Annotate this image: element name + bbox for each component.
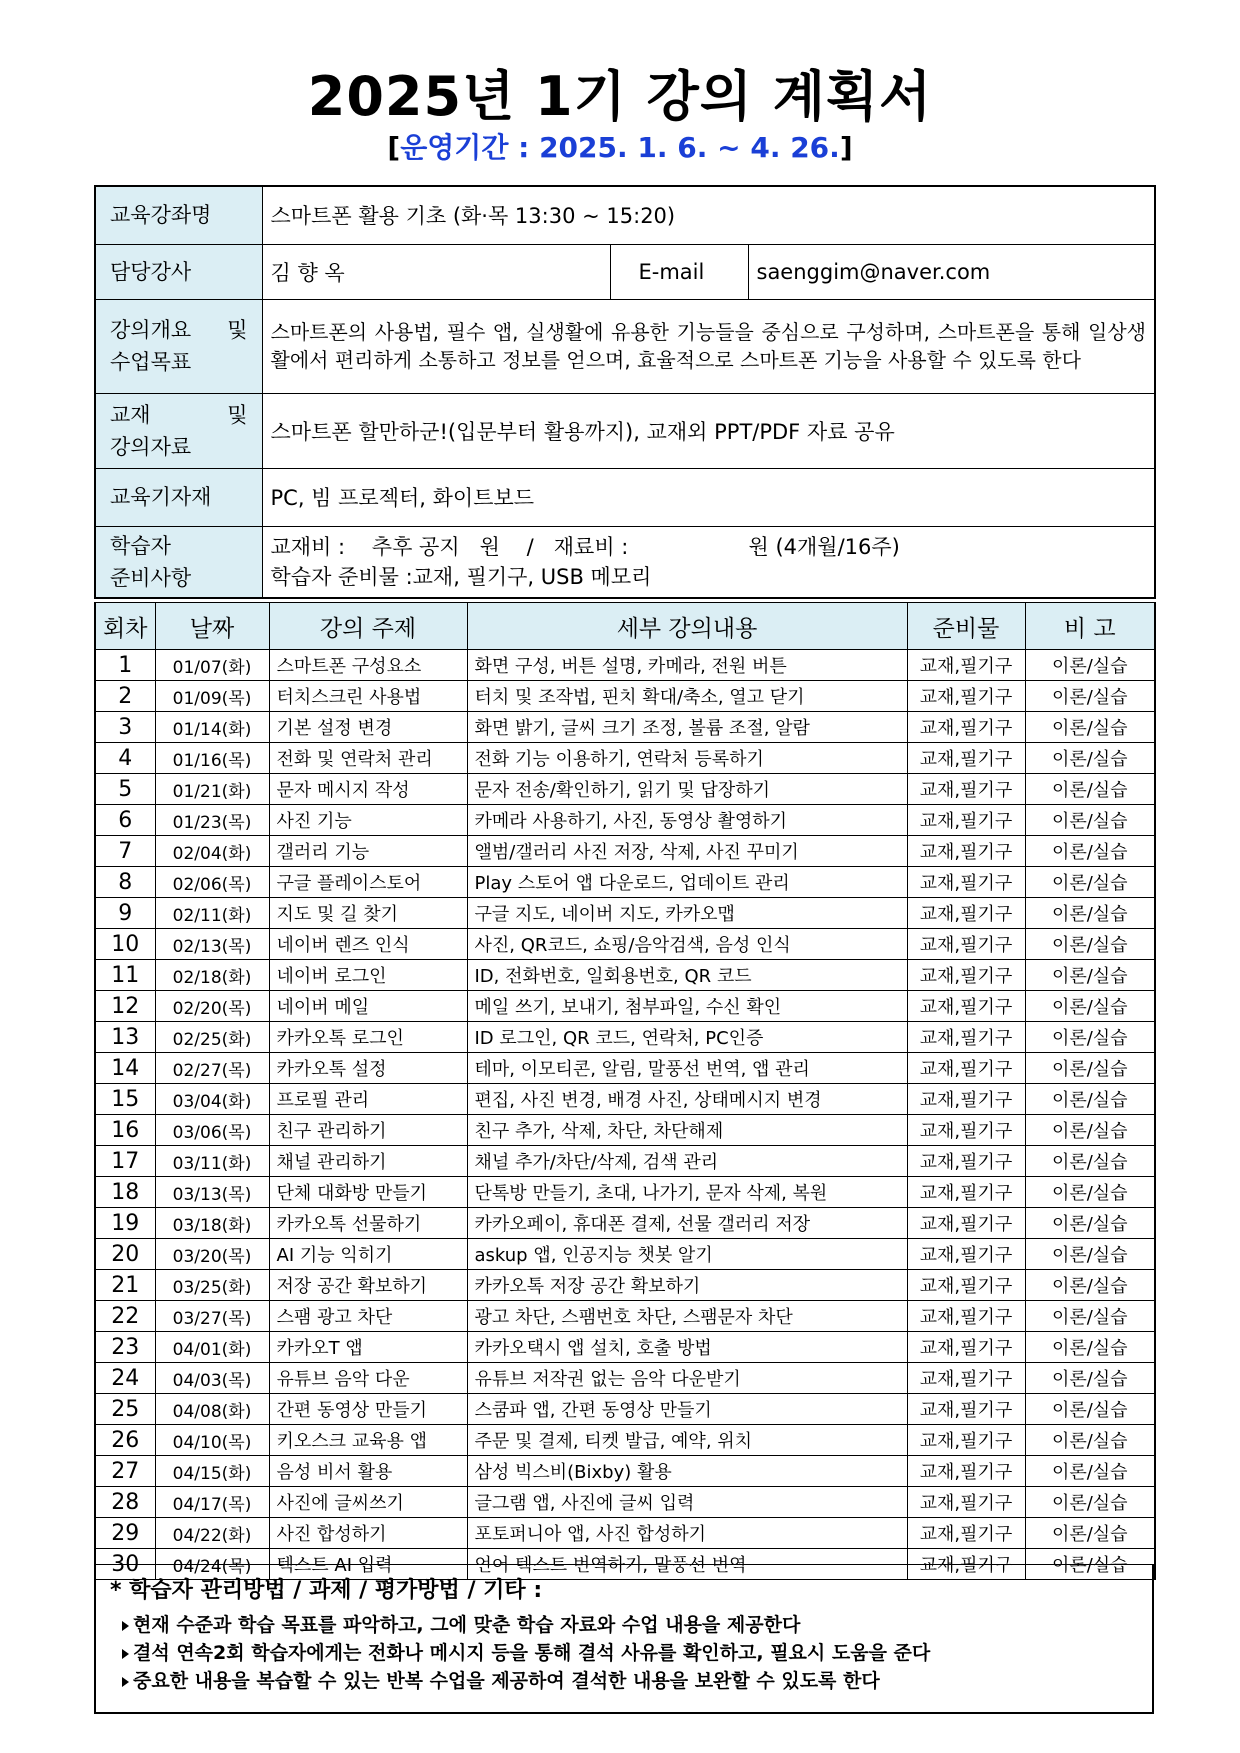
remarks: 이론/실습: [1025, 1549, 1155, 1580]
supplies: 교재,필기구: [907, 898, 1025, 929]
supplies: 교재,필기구: [907, 712, 1025, 743]
operation-period-text: 운영기간 : 2025. 1. 6. ~ 4. 26.: [400, 131, 840, 164]
session-date: 03/11(화): [155, 1146, 269, 1177]
session-date: 02/25(화): [155, 1022, 269, 1053]
session-date: 01/09(목): [155, 681, 269, 712]
remarks: 이론/실습: [1025, 1456, 1155, 1487]
prep-fee-line: 교재비 : 추후 공지 원 / 재료비 : 원 (4개월/16주): [270, 534, 900, 559]
schedule-row: [95, 1239, 1155, 1270]
session-number: 6: [95, 805, 155, 836]
remarks: 이론/실습: [1025, 1115, 1155, 1146]
lecture-details: 언어 텍스트 번역하기, 말풍선 번역: [467, 1549, 907, 1580]
lecture-details: 문자 전송/확인하기, 읽기 및 답장하기: [467, 774, 907, 805]
session-date: 03/13(목): [155, 1177, 269, 1208]
instructor-value: 김 향 옥: [262, 244, 610, 299]
remarks: 이론/실습: [1025, 991, 1155, 1022]
overview-label-line1: 강의개요 및: [110, 318, 248, 342]
session-date: 02/27(목): [155, 1053, 269, 1084]
lecture-topic: 카카오톡 설정: [269, 1053, 467, 1084]
lecture-details: 화면 구성, 버튼 설명, 카메라, 전원 버튼: [467, 650, 907, 681]
supplies: 교재,필기구: [907, 836, 1025, 867]
header-date: 날짜: [155, 603, 269, 650]
session-number: 5: [95, 774, 155, 805]
schedule-row: [95, 991, 1155, 1022]
session-number: 26: [95, 1425, 155, 1456]
lecture-topic: 유튜브 음악 다운: [269, 1363, 467, 1394]
supplies: 교재,필기구: [907, 1301, 1025, 1332]
supplies: 교재,필기구: [907, 1239, 1025, 1270]
schedule-row: [95, 1301, 1155, 1332]
schedule-row: [95, 1332, 1155, 1363]
overview-value: 스마트폰의 사용법, 필수 앱, 실생활에 유용한 기능들을 중심으로 구성하며, 스마트폰을 통해 일상생활에서 편리하게 소통하고 정보를 얻으며, 효율적으로 스마트폰 기능을 사용할 수 있도록 한다: [262, 299, 1155, 393]
lecture-details: 카카오페이, 휴대폰 결제, 선물 갤러리 저장: [467, 1208, 907, 1239]
remarks: 이론/실습: [1025, 1270, 1155, 1301]
session-date: 01/14(화): [155, 712, 269, 743]
lecture-details: 포토퍼니아 앱, 사진 합성하기: [467, 1518, 907, 1549]
schedule-row: [95, 836, 1155, 867]
session-number: 11: [95, 960, 155, 991]
session-number: 10: [95, 929, 155, 960]
session-date: 02/11(화): [155, 898, 269, 929]
session-number: 21: [95, 1270, 155, 1301]
session-date: 04/08(화): [155, 1394, 269, 1425]
session-number: 20: [95, 1239, 155, 1270]
supplies: 교재,필기구: [907, 991, 1025, 1022]
lecture-topic: 카카오톡 로그인: [269, 1022, 467, 1053]
supplies: 교재,필기구: [907, 867, 1025, 898]
prep-value: [262, 526, 1155, 598]
schedule-row: [95, 1487, 1155, 1518]
session-date: 03/20(목): [155, 1239, 269, 1270]
header-session: 회차: [95, 603, 155, 650]
remarks: 이론/실습: [1025, 1146, 1155, 1177]
lecture-topic: 지도 및 길 찾기: [269, 898, 467, 929]
lecture-details: 친구 추가, 삭제, 차단, 차단해제: [467, 1115, 907, 1146]
notes-heading: * 학습자 관리방법 / 과제 / 평가방법 / 기타 :: [110, 1578, 543, 1603]
lecture-topic: 갤러리 기능: [269, 836, 467, 867]
supplies: 교재,필기구: [907, 1115, 1025, 1146]
supplies: 교재,필기구: [907, 1394, 1025, 1425]
session-date: 02/13(목): [155, 929, 269, 960]
session-number: 27: [95, 1456, 155, 1487]
note-item: [122, 1611, 1152, 1639]
lecture-details: 카카오택시 앱 설치, 호출 방법: [467, 1332, 907, 1363]
session-number: 30: [95, 1549, 155, 1580]
lecture-topic: AI 기능 익히기: [269, 1239, 467, 1270]
overview-label: [95, 299, 262, 393]
remarks: 이론/실습: [1025, 1487, 1155, 1518]
schedule-row: [95, 681, 1155, 712]
session-number: 2: [95, 681, 155, 712]
session-date: 04/01(화): [155, 1332, 269, 1363]
prep-row: [95, 526, 1155, 598]
session-number: 13: [95, 1022, 155, 1053]
supplies: 교재,필기구: [907, 805, 1025, 836]
supplies: 교재,필기구: [907, 681, 1025, 712]
schedule-header-row: [95, 603, 1155, 650]
session-date: 03/18(화): [155, 1208, 269, 1239]
equipment-value: PC, 빔 프로젝터, 화이트보드: [262, 468, 1155, 526]
bracket-open: [: [387, 131, 401, 164]
lecture-details: 테마, 이모티콘, 알림, 말풍선 번역, 앱 관리: [467, 1053, 907, 1084]
note-text: 결석 연속2회 학습자에게는 전화나 메시지 등을 통해 결석 사유를 확인하고, 필요시 도움을 준다: [133, 1642, 931, 1664]
session-number: 3: [95, 712, 155, 743]
session-date: 04/24(목): [155, 1549, 269, 1580]
lecture-topic: 카카오톡 선물하기: [269, 1208, 467, 1239]
remarks: 이론/실습: [1025, 1084, 1155, 1115]
lecture-details: ID, 전화번호, 일회용번호, QR 코드: [467, 960, 907, 991]
schedule-body: [95, 650, 1155, 1580]
session-date: 03/04(화): [155, 1084, 269, 1115]
session-date: 02/20(목): [155, 991, 269, 1022]
remarks: 이론/실습: [1025, 681, 1155, 712]
lecture-topic: 프로필 관리: [269, 1084, 467, 1115]
lecture-details: 편집, 사진 변경, 배경 사진, 상태메시지 변경: [467, 1084, 907, 1115]
supplies: 교재,필기구: [907, 1487, 1025, 1518]
remarks: 이론/실습: [1025, 1022, 1155, 1053]
lecture-details: 채널 추가/차단/삭제, 검색 관리: [467, 1146, 907, 1177]
session-date: 03/06(목): [155, 1115, 269, 1146]
prep-supplies-line: 학습자 준비물 :교재, 필기구, USB 메모리: [270, 564, 652, 589]
remarks: 이론/실습: [1025, 650, 1155, 681]
lecture-topic: 단체 대화방 만들기: [269, 1177, 467, 1208]
remarks: 이론/실습: [1025, 1208, 1155, 1239]
schedule-row: [95, 1518, 1155, 1549]
supplies: 교재,필기구: [907, 1425, 1025, 1456]
session-number: 9: [95, 898, 155, 929]
session-number: 22: [95, 1301, 155, 1332]
session-number: 12: [95, 991, 155, 1022]
schedule-row: [95, 774, 1155, 805]
session-date: 02/04(화): [155, 836, 269, 867]
supplies: 교재,필기구: [907, 1208, 1025, 1239]
schedule-row: [95, 1146, 1155, 1177]
session-number: 4: [95, 743, 155, 774]
lecture-topic: 텍스트 AI 입력: [269, 1549, 467, 1580]
operation-period: [0, 128, 1240, 168]
materials-value: 스마트폰 할만하군!(입문부터 활용까지), 교재외 PPT/PDF 자료 공유: [262, 393, 1155, 468]
lecture-topic: 카카오T 앱: [269, 1332, 467, 1363]
lecture-topic: 네이버 로그인: [269, 960, 467, 991]
session-date: 01/21(화): [155, 774, 269, 805]
note-text: 현재 수준과 학습 목표를 파악하고, 그에 맞춘 학습 자료와 수업 내용을 제공한다: [133, 1614, 801, 1636]
lecture-topic: 네이버 메일: [269, 991, 467, 1022]
lecture-details: 삼성 빅스비(Bixby) 활용: [467, 1456, 907, 1487]
lecture-details: 광고 차단, 스팸번호 차단, 스팸문자 차단: [467, 1301, 907, 1332]
triangle-bullet-icon: [122, 1621, 129, 1631]
note-item: [122, 1667, 1152, 1695]
prep-label: [95, 526, 262, 598]
session-date: 01/23(목): [155, 805, 269, 836]
materials-label-line2: 강의자료: [110, 434, 192, 459]
lecture-details: 글그램 앱, 사진에 글씨 입력: [467, 1487, 907, 1518]
schedule-row: [95, 743, 1155, 774]
schedule-row: [95, 1363, 1155, 1394]
lecture-details: 스쿰파 앱, 간편 동영상 만들기: [467, 1394, 907, 1425]
session-date: 04/22(화): [155, 1518, 269, 1549]
header-supplies: 준비물: [907, 603, 1025, 650]
lecture-topic: 구글 플레이스토어: [269, 867, 467, 898]
schedule-row: [95, 898, 1155, 929]
remarks: 이론/실습: [1025, 712, 1155, 743]
supplies: 교재,필기구: [907, 743, 1025, 774]
equipment-row: [95, 468, 1155, 526]
session-date: 03/27(목): [155, 1301, 269, 1332]
prep-label-line2: 준비사항: [110, 565, 192, 590]
page-title: 2025년 1기 강의 계획서: [307, 65, 933, 128]
session-number: 25: [95, 1394, 155, 1425]
equipment-label: 교육기자재: [95, 468, 262, 526]
lecture-topic: 문자 메시지 작성: [269, 774, 467, 805]
supplies: 교재,필기구: [907, 1518, 1025, 1549]
remarks: 이론/실습: [1025, 743, 1155, 774]
remarks: 이론/실습: [1025, 867, 1155, 898]
course-value: 스마트폰 활용 기초 (화·목 13:30 ~ 15:20): [262, 186, 1155, 244]
lecture-details: askup 앱, 인공지능 챗봇 알기: [467, 1239, 907, 1270]
session-date: 04/03(목): [155, 1363, 269, 1394]
bracket-close: ]: [839, 131, 853, 164]
supplies: 교재,필기구: [907, 650, 1025, 681]
schedule-row: [95, 960, 1155, 991]
lecture-details: 주문 및 결제, 티켓 발급, 예약, 위치: [467, 1425, 907, 1456]
prep-label-line1: 학습자: [110, 533, 171, 558]
lecture-details: 단톡방 만들기, 초대, 나가기, 문자 삭제, 복원: [467, 1177, 907, 1208]
session-number: 16: [95, 1115, 155, 1146]
lecture-details: 구글 지도, 네이버 지도, 카카오맵: [467, 898, 907, 929]
note-item: [122, 1639, 1152, 1667]
session-number: 28: [95, 1487, 155, 1518]
overview-label-line2: 수업목표: [110, 350, 192, 374]
lecture-topic: 네이버 렌즈 인식: [269, 929, 467, 960]
lecture-topic: 스팸 광고 차단: [269, 1301, 467, 1332]
remarks: 이론/실습: [1025, 1053, 1155, 1084]
remarks: 이론/실습: [1025, 1177, 1155, 1208]
course-row: [95, 186, 1155, 244]
instructor-row: [95, 244, 1155, 299]
lecture-topic: 키오스크 교육용 앱: [269, 1425, 467, 1456]
lecture-topic: 사진 합성하기: [269, 1518, 467, 1549]
overview-row: [95, 299, 1155, 393]
triangle-bullet-icon: [122, 1649, 129, 1659]
lecture-details: ID 로그인, QR 코드, 연락처, PC인증: [467, 1022, 907, 1053]
lecture-topic: 전화 및 연락처 관리: [269, 743, 467, 774]
schedule-row: [95, 1208, 1155, 1239]
remarks: 이론/실습: [1025, 1363, 1155, 1394]
schedule-row: [95, 1022, 1155, 1053]
session-date: 01/16(목): [155, 743, 269, 774]
lecture-details: 터치 및 조작법, 핀치 확대/축소, 열고 닫기: [467, 681, 907, 712]
triangle-bullet-icon: [122, 1677, 129, 1687]
session-date: 04/15(화): [155, 1456, 269, 1487]
materials-label: [95, 393, 262, 468]
materials-label-line1: 교재 및: [110, 402, 248, 427]
session-number: 19: [95, 1208, 155, 1239]
email-label: E-mail: [610, 244, 748, 299]
schedule-row: [95, 1177, 1155, 1208]
supplies: 교재,필기구: [907, 1084, 1025, 1115]
lecture-details: Play 스토어 앱 다운로드, 업데이트 관리: [467, 867, 907, 898]
schedule-row: [95, 1053, 1155, 1084]
lecture-details: 유튜브 저작권 없는 음악 다운받기: [467, 1363, 907, 1394]
remarks: 이론/실습: [1025, 805, 1155, 836]
schedule-row: [95, 712, 1155, 743]
schedule-row: [95, 1425, 1155, 1456]
supplies: 교재,필기구: [907, 1022, 1025, 1053]
schedule-row: [95, 1456, 1155, 1487]
header-details: 세부 강의내용: [467, 603, 907, 650]
remarks: 이론/실습: [1025, 1332, 1155, 1363]
notes-section: [94, 1564, 1154, 1714]
lecture-topic: 간편 동영상 만들기: [269, 1394, 467, 1425]
supplies: 교재,필기구: [907, 960, 1025, 991]
session-number: 23: [95, 1332, 155, 1363]
remarks: 이론/실습: [1025, 1394, 1155, 1425]
remarks: 이론/실습: [1025, 774, 1155, 805]
session-number: 1: [95, 650, 155, 681]
supplies: 교재,필기구: [907, 1363, 1025, 1394]
schedule-row: [95, 1084, 1155, 1115]
supplies: 교재,필기구: [907, 1549, 1025, 1580]
header-topic: 강의 주제: [269, 603, 467, 650]
schedule-row: [95, 1394, 1155, 1425]
session-number: 17: [95, 1146, 155, 1177]
session-date: 04/17(목): [155, 1487, 269, 1518]
email-value: saenggim@naver.com: [748, 244, 1155, 299]
session-number: 8: [95, 867, 155, 898]
course-info-table: [94, 185, 1156, 599]
session-number: 15: [95, 1084, 155, 1115]
remarks: 이론/실습: [1025, 1518, 1155, 1549]
session-number: 7: [95, 836, 155, 867]
course-label: 교육강좌명: [95, 186, 262, 244]
supplies: 교재,필기구: [907, 1053, 1025, 1084]
session-date: 01/07(화): [155, 650, 269, 681]
session-date: 04/10(목): [155, 1425, 269, 1456]
lecture-details: 사진, QR코드, 쇼핑/음악검색, 음성 인식: [467, 929, 907, 960]
remarks: 이론/실습: [1025, 898, 1155, 929]
lecture-topic: 사진에 글씨쓰기: [269, 1487, 467, 1518]
lecture-details: 전화 기능 이용하기, 연락처 등록하기: [467, 743, 907, 774]
lecture-details: 앨범/갤러리 사진 저장, 삭제, 사진 꾸미기: [467, 836, 907, 867]
remarks: 이론/실습: [1025, 1301, 1155, 1332]
schedule-row: [95, 867, 1155, 898]
remarks: 이론/실습: [1025, 836, 1155, 867]
session-number: 24: [95, 1363, 155, 1394]
session-number: 18: [95, 1177, 155, 1208]
lecture-topic: 음성 비서 활용: [269, 1456, 467, 1487]
session-date: 02/18(화): [155, 960, 269, 991]
lecture-details: 카메라 사용하기, 사진, 동영상 촬영하기: [467, 805, 907, 836]
supplies: 교재,필기구: [907, 929, 1025, 960]
schedule-row: [95, 650, 1155, 681]
lecture-topic: 친구 관리하기: [269, 1115, 467, 1146]
lecture-details: 메일 쓰기, 보내기, 첨부파일, 수신 확인: [467, 991, 907, 1022]
supplies: 교재,필기구: [907, 1456, 1025, 1487]
remarks: 이론/실습: [1025, 960, 1155, 991]
schedule-table: [94, 602, 1156, 1580]
schedule-row: [95, 1115, 1155, 1146]
session-date: 03/25(화): [155, 1270, 269, 1301]
lecture-topic: 사진 기능: [269, 805, 467, 836]
supplies: 교재,필기구: [907, 774, 1025, 805]
lecture-topic: 터치스크린 사용법: [269, 681, 467, 712]
remarks: 이론/실습: [1025, 1239, 1155, 1270]
lecture-topic: 스마트폰 구성요소: [269, 650, 467, 681]
materials-row: [95, 393, 1155, 468]
session-number: 14: [95, 1053, 155, 1084]
lecture-details: 화면 밝기, 글씨 크기 조정, 볼륨 조절, 알람: [467, 712, 907, 743]
supplies: 교재,필기구: [907, 1146, 1025, 1177]
session-number: 29: [95, 1518, 155, 1549]
supplies: 교재,필기구: [907, 1177, 1025, 1208]
schedule-row: [95, 805, 1155, 836]
schedule-row: [95, 1270, 1155, 1301]
supplies: 교재,필기구: [907, 1270, 1025, 1301]
header-remarks: 비 고: [1025, 603, 1155, 650]
note-text: 중요한 내용을 복습할 수 있는 반복 수업을 제공하여 결석한 내용을 보완할 수 있도록 한다: [133, 1670, 880, 1692]
lecture-topic: 채널 관리하기: [269, 1146, 467, 1177]
schedule-row: [95, 929, 1155, 960]
lecture-details: 카카오톡 저장 공간 확보하기: [467, 1270, 907, 1301]
instructor-label: 담당강사: [95, 244, 262, 299]
remarks: 이론/실습: [1025, 929, 1155, 960]
lecture-topic: 기본 설정 변경: [269, 712, 467, 743]
remarks: 이론/실습: [1025, 1425, 1155, 1456]
lecture-topic: 저장 공간 확보하기: [269, 1270, 467, 1301]
session-date: 02/06(목): [155, 867, 269, 898]
supplies: 교재,필기구: [907, 1332, 1025, 1363]
